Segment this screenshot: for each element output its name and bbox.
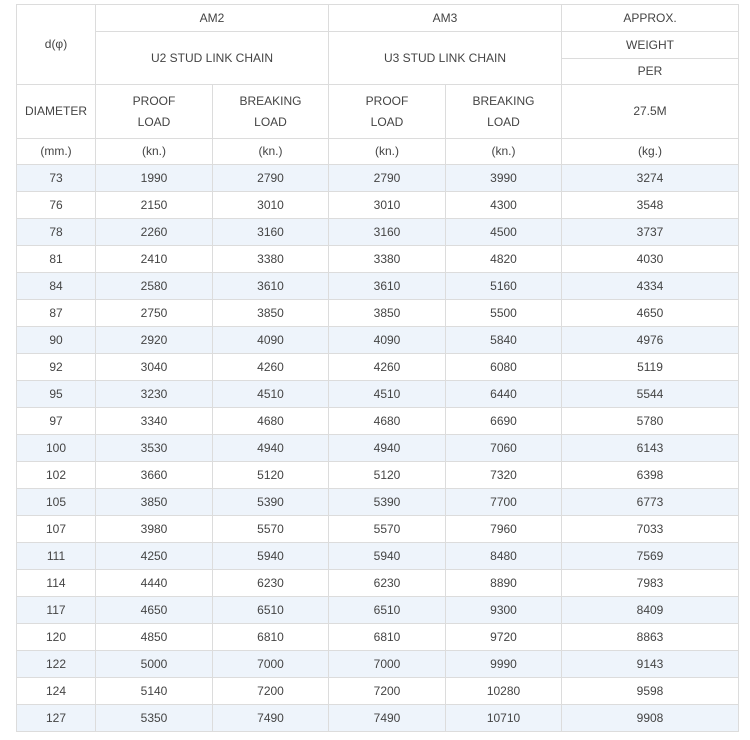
am2-proof-load-cell: 3040 xyxy=(96,354,213,381)
am3-breaking-load-cell: 7960 xyxy=(446,516,562,543)
am3-breaking-load-cell: 6690 xyxy=(446,408,562,435)
am2-breaking-load-cell: 3850 xyxy=(213,300,329,327)
weight-cell: 9908 xyxy=(562,705,739,732)
diameter-cell: 107 xyxy=(17,516,96,543)
table-row xyxy=(17,489,739,516)
am2-proof-load-cell: 4650 xyxy=(96,597,213,624)
table-row xyxy=(17,597,739,624)
am2-proof-load-cell: 2260 xyxy=(96,219,213,246)
weight-cell: 8409 xyxy=(562,597,739,624)
am2-breaking-load-cell: 5570 xyxy=(213,516,329,543)
header-u2-chain: U2 STUD LINK CHAIN xyxy=(96,32,329,85)
table-row xyxy=(17,516,739,543)
header-approx: APPROX. xyxy=(562,5,739,32)
am2-breaking-load-cell: 6810 xyxy=(213,624,329,651)
am2-proof-load-cell: 4850 xyxy=(96,624,213,651)
breaking-label: BREAKING xyxy=(472,93,535,108)
weight-cell: 4334 xyxy=(562,273,739,300)
diameter-cell: 111 xyxy=(17,543,96,570)
am3-proof-load-cell: 3010 xyxy=(329,192,446,219)
diameter-cell: 102 xyxy=(17,462,96,489)
am2-breaking-load-cell: 4090 xyxy=(213,327,329,354)
am2-breaking-load-cell: 4680 xyxy=(213,408,329,435)
table-row xyxy=(17,354,739,381)
am3-breaking-load-cell: 5840 xyxy=(446,327,562,354)
am3-breaking-load-cell: 7320 xyxy=(446,462,562,489)
am3-proof-load-cell: 7490 xyxy=(329,705,446,732)
weight-cell: 4650 xyxy=(562,300,739,327)
table-row xyxy=(17,165,739,192)
am2-breaking-load-cell: 6510 xyxy=(213,597,329,624)
chain-spec-table xyxy=(16,4,739,732)
header-diameter-label: DIAMETER xyxy=(17,85,96,139)
table-header xyxy=(17,5,739,165)
weight-cell: 8863 xyxy=(562,624,739,651)
table-row xyxy=(17,246,739,273)
table-row xyxy=(17,651,739,678)
weight-cell: 9143 xyxy=(562,651,739,678)
am3-proof-load-cell: 5120 xyxy=(329,462,446,489)
weight-cell: 6773 xyxy=(562,489,739,516)
header-am3-proof-load xyxy=(329,85,446,139)
am3-proof-load-cell: 4680 xyxy=(329,408,446,435)
am3-breaking-load-cell: 9990 xyxy=(446,651,562,678)
am3-breaking-load-cell: 7060 xyxy=(446,435,562,462)
am3-proof-load-cell: 3380 xyxy=(329,246,446,273)
header-am2: AM2 xyxy=(96,5,329,32)
am3-proof-load-cell: 5570 xyxy=(329,516,446,543)
header-per: PER xyxy=(562,59,739,85)
load-label: LOAD xyxy=(254,114,287,129)
am2-breaking-load-cell: 5940 xyxy=(213,543,329,570)
am3-breaking-load-cell: 4300 xyxy=(446,192,562,219)
weight-cell: 6143 xyxy=(562,435,739,462)
am2-proof-load-cell: 2920 xyxy=(96,327,213,354)
am3-proof-load-cell: 4940 xyxy=(329,435,446,462)
am2-breaking-load-cell: 7200 xyxy=(213,678,329,705)
am2-proof-load-cell: 3230 xyxy=(96,381,213,408)
unit-diameter: (mm.) xyxy=(17,139,96,165)
am2-breaking-load-cell: 3380 xyxy=(213,246,329,273)
weight-cell: 3737 xyxy=(562,219,739,246)
am3-proof-load-cell: 6810 xyxy=(329,624,446,651)
am2-breaking-load-cell: 3010 xyxy=(213,192,329,219)
load-label: LOAD xyxy=(370,114,404,129)
weight-cell: 7033 xyxy=(562,516,739,543)
diameter-cell: 95 xyxy=(17,381,96,408)
unit-am3-breaking: (kn.) xyxy=(446,139,562,165)
header-weight-length: 27.5M xyxy=(562,85,739,139)
am3-proof-load-cell: 4260 xyxy=(329,354,446,381)
chain-spec-table-container xyxy=(16,4,738,732)
weight-cell: 5544 xyxy=(562,381,739,408)
am2-breaking-load-cell: 5390 xyxy=(213,489,329,516)
am3-breaking-load-cell: 5500 xyxy=(446,300,562,327)
am3-proof-load-cell: 7200 xyxy=(329,678,446,705)
am2-breaking-load-cell: 4510 xyxy=(213,381,329,408)
am2-proof-load-cell: 3340 xyxy=(96,408,213,435)
am2-proof-load-cell: 3660 xyxy=(96,462,213,489)
am3-proof-load-cell: 3850 xyxy=(329,300,446,327)
am2-proof-load-cell: 3980 xyxy=(96,516,213,543)
am3-breaking-load-cell: 8890 xyxy=(446,570,562,597)
breaking-label: BREAKING xyxy=(239,93,302,108)
am3-breaking-load-cell: 8480 xyxy=(446,543,562,570)
weight-cell: 6398 xyxy=(562,462,739,489)
am2-breaking-load-cell: 2790 xyxy=(213,165,329,192)
table-row xyxy=(17,300,739,327)
table-row xyxy=(17,192,739,219)
diameter-cell: 97 xyxy=(17,408,96,435)
unit-weight: (kg.) xyxy=(562,139,739,165)
am3-breaking-load-cell: 6080 xyxy=(446,354,562,381)
am2-proof-load-cell: 3530 xyxy=(96,435,213,462)
unit-am2-proof: (kn.) xyxy=(96,139,213,165)
am3-proof-load-cell: 7000 xyxy=(329,651,446,678)
weight-cell: 3548 xyxy=(562,192,739,219)
am2-proof-load-cell: 2580 xyxy=(96,273,213,300)
diameter-cell: 81 xyxy=(17,246,96,273)
load-label: LOAD xyxy=(487,114,520,129)
am3-breaking-load-cell: 4500 xyxy=(446,219,562,246)
am2-proof-load-cell: 4440 xyxy=(96,570,213,597)
am3-proof-load-cell: 5940 xyxy=(329,543,446,570)
table-row xyxy=(17,570,739,597)
am2-proof-load-cell: 5140 xyxy=(96,678,213,705)
header-am2-proof-load xyxy=(96,85,213,139)
am2-proof-load-cell: 3850 xyxy=(96,489,213,516)
proof-label: PROOF xyxy=(365,93,409,108)
header-am3-breaking-load xyxy=(446,85,562,139)
table-row xyxy=(17,624,739,651)
weight-cell: 5119 xyxy=(562,354,739,381)
table-row xyxy=(17,462,739,489)
am2-breaking-load-cell: 4260 xyxy=(213,354,329,381)
am3-breaking-load-cell: 3990 xyxy=(446,165,562,192)
weight-cell: 7569 xyxy=(562,543,739,570)
am3-breaking-load-cell: 9300 xyxy=(446,597,562,624)
am2-proof-load-cell: 2750 xyxy=(96,300,213,327)
am2-proof-load-cell: 4250 xyxy=(96,543,213,570)
am3-breaking-load-cell: 4820 xyxy=(446,246,562,273)
table-row xyxy=(17,543,739,570)
weight-cell: 4976 xyxy=(562,327,739,354)
diameter-cell: 78 xyxy=(17,219,96,246)
diameter-cell: 120 xyxy=(17,624,96,651)
diameter-cell: 90 xyxy=(17,327,96,354)
diameter-cell: 84 xyxy=(17,273,96,300)
am2-proof-load-cell: 5000 xyxy=(96,651,213,678)
diameter-cell: 87 xyxy=(17,300,96,327)
weight-cell: 9598 xyxy=(562,678,739,705)
am2-proof-load-cell: 1990 xyxy=(96,165,213,192)
am2-breaking-load-cell: 6230 xyxy=(213,570,329,597)
am3-breaking-load-cell: 5160 xyxy=(446,273,562,300)
diameter-cell: 127 xyxy=(17,705,96,732)
header-am3: AM3 xyxy=(329,5,562,32)
am2-proof-load-cell: 2150 xyxy=(96,192,213,219)
am3-proof-load-cell: 2790 xyxy=(329,165,446,192)
am3-proof-load-cell: 3610 xyxy=(329,273,446,300)
am2-breaking-load-cell: 5120 xyxy=(213,462,329,489)
am2-breaking-load-cell: 7000 xyxy=(213,651,329,678)
table-row xyxy=(17,678,739,705)
am3-breaking-load-cell: 10280 xyxy=(446,678,562,705)
table-row xyxy=(17,408,739,435)
table-row xyxy=(17,219,739,246)
diameter-cell: 76 xyxy=(17,192,96,219)
am3-proof-load-cell: 4090 xyxy=(329,327,446,354)
am3-breaking-load-cell: 6440 xyxy=(446,381,562,408)
proof-label: PROOF xyxy=(132,93,176,108)
diameter-cell: 114 xyxy=(17,570,96,597)
am2-breaking-load-cell: 3160 xyxy=(213,219,329,246)
am3-proof-load-cell: 6230 xyxy=(329,570,446,597)
load-label: LOAD xyxy=(137,114,171,129)
header-am2-breaking-load xyxy=(213,85,329,139)
table-body xyxy=(17,165,739,732)
am3-proof-load-cell: 6510 xyxy=(329,597,446,624)
weight-cell: 7983 xyxy=(562,570,739,597)
header-weight: WEIGHT xyxy=(562,32,739,59)
diameter-cell: 100 xyxy=(17,435,96,462)
am2-breaking-load-cell: 7490 xyxy=(213,705,329,732)
am2-breaking-load-cell: 4940 xyxy=(213,435,329,462)
table-row xyxy=(17,327,739,354)
table-row xyxy=(17,273,739,300)
am3-proof-load-cell: 5390 xyxy=(329,489,446,516)
am2-proof-load-cell: 5350 xyxy=(96,705,213,732)
weight-cell: 3274 xyxy=(562,165,739,192)
weight-cell: 4030 xyxy=(562,246,739,273)
am3-breaking-load-cell: 9720 xyxy=(446,624,562,651)
table-row xyxy=(17,705,739,732)
diameter-cell: 122 xyxy=(17,651,96,678)
header-diameter-symbol: d(φ) xyxy=(17,5,96,85)
am2-breaking-load-cell: 3610 xyxy=(213,273,329,300)
table-row xyxy=(17,381,739,408)
unit-am2-breaking: (kn.) xyxy=(213,139,329,165)
am3-breaking-load-cell: 10710 xyxy=(446,705,562,732)
diameter-cell: 92 xyxy=(17,354,96,381)
diameter-cell: 124 xyxy=(17,678,96,705)
am2-proof-load-cell: 2410 xyxy=(96,246,213,273)
unit-am3-proof: (kn.) xyxy=(329,139,446,165)
diameter-cell: 117 xyxy=(17,597,96,624)
weight-cell: 5780 xyxy=(562,408,739,435)
header-u3-chain: U3 STUD LINK CHAIN xyxy=(329,32,562,85)
am3-proof-load-cell: 3160 xyxy=(329,219,446,246)
diameter-cell: 73 xyxy=(17,165,96,192)
am3-breaking-load-cell: 7700 xyxy=(446,489,562,516)
table-row xyxy=(17,435,739,462)
am3-proof-load-cell: 4510 xyxy=(329,381,446,408)
diameter-cell: 105 xyxy=(17,489,96,516)
